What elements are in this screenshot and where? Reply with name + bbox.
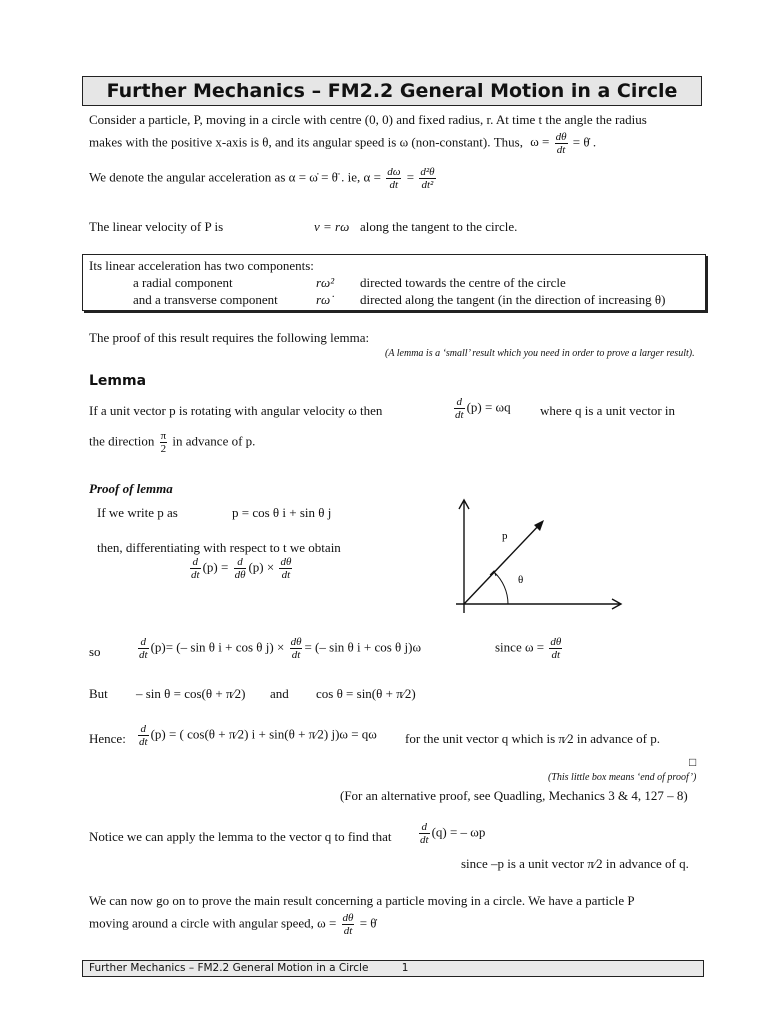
lemma-text-2: where q is a unit vector in (540, 403, 676, 418)
dtheta-dt-fraction (555, 131, 568, 156)
dtheta-dt-fraction (290, 636, 303, 661)
frac-num: dω (387, 166, 401, 178)
qed-note: (This little box means ‘end of proof’) (548, 772, 697, 783)
frac-den: dt (291, 649, 301, 661)
d-dt-fraction (190, 556, 201, 581)
proof-p-def: p = cos θ i + sin θ j (232, 505, 332, 520)
frac-num: dθ (290, 636, 302, 648)
frac-den: dt (139, 649, 148, 661)
notice-since: since –p is a unit vector π⁄2 in advance of q. (461, 856, 689, 871)
so-eq-text-2: = (– sin θ i + cos θ j)ω (304, 639, 422, 655)
velocity-formula: v = rω (314, 219, 350, 234)
d-dtheta-fraction (234, 556, 247, 581)
d2theta-dt2-fraction (419, 166, 435, 191)
frac-den: dt (420, 834, 429, 846)
theta-dot: = θ̇ . (572, 134, 597, 150)
d-dt-fraction (138, 723, 149, 748)
intro-line-2 (89, 131, 596, 156)
angle-label: θ (518, 574, 524, 586)
d-dt-fraction (454, 396, 465, 421)
intro-line-2-text: makes with the positive x-axis is θ, and its angular speed is ω (non-constant). Thus, (89, 134, 523, 150)
lemma-text-1: If a unit vector p is rotating with angular velocity ω then (89, 403, 383, 418)
page-footer (82, 960, 704, 977)
frac-num: d (138, 636, 149, 649)
since-omega (495, 636, 564, 661)
notice-text: Notice we can apply the lemma to the vector q to find that (89, 829, 392, 844)
conclusion-line-1: We can now go on to prove the main result concerning a particle moving in a circle. We have a particle P (89, 893, 635, 908)
velocity-desc: along the tangent to the circle. (360, 219, 518, 234)
frac-den: dθ (234, 569, 246, 581)
accel-row2-label: and a transverse component (133, 292, 278, 307)
frac-den: dt (343, 925, 353, 937)
domega-dt-fraction (386, 166, 401, 191)
rotation-diagram (450, 495, 630, 620)
angle-arc (494, 572, 508, 604)
accel-row1-desc: directed towards the centre of the circle (360, 275, 566, 290)
qed-box: □ (689, 755, 697, 769)
accel-row1-formula: rω² (316, 275, 335, 290)
accel-row1-label: a radial component (133, 275, 233, 290)
chain-eq-2: (p) × (248, 559, 275, 575)
accel-heading: Its linear acceleration has two components: (89, 258, 314, 273)
frac-den: dt (281, 569, 291, 581)
chain-eq: (p) = (202, 559, 229, 575)
alpha-definition: α = ω̇ = θ̈ . ie, α = (288, 169, 381, 185)
proof-write-p: If we write p as (97, 505, 178, 520)
vector-label: p (502, 530, 508, 542)
lemma-note: (A lemma is a ‘small’ result which you need in order to prove a larger result). (385, 348, 695, 359)
equals: = (406, 169, 415, 185)
page-title: Further Mechanics – FM2.2 General Motion in a Circle (82, 76, 702, 106)
frac-den: dt (139, 736, 148, 748)
alt-proof: (For an alternative proof, see Quadling, Mechanics 3 & 4, 127 – 8) (340, 788, 688, 803)
velocity-label: The linear velocity of P is (89, 219, 224, 234)
frac-den: dt (556, 144, 566, 156)
intro-line-1: Consider a particle, P, moving in a circle with centre (0, 0) and fixed radius, r. At time t the angle the radius (89, 112, 647, 127)
frac-num: dθ (342, 912, 354, 924)
frac-num: d (234, 556, 247, 569)
intro-line-3-text: We denote the angular acceleration as (89, 169, 286, 185)
accel-row2-desc: directed along the tangent (in the direction of increasing θ) (360, 292, 666, 307)
lemma-direction: the direction (89, 433, 155, 449)
lemma-advance: in advance of p. (172, 433, 256, 449)
lemma-formula-text: (p) = ωq (466, 399, 511, 415)
since-text: since ω = (495, 639, 545, 655)
frac-num: d (454, 396, 465, 409)
dtheta-dt-fraction (342, 912, 355, 937)
frac-den: dt (191, 569, 200, 581)
dtheta-dt-fraction (549, 636, 562, 661)
frac-num: d²θ (420, 166, 435, 178)
conclusion-text: moving around a circle with angular speed, (89, 915, 314, 931)
frac-den: 2 (160, 443, 167, 455)
frac-num: dθ (280, 556, 292, 568)
proof-heading: Proof of lemma (89, 481, 173, 496)
proof-diff-text: then, differentiating with respect to t we obtain (97, 540, 341, 555)
hence-label: Hence: (89, 731, 126, 746)
but-eq-2: cos θ = sin(θ + π⁄2) (316, 686, 416, 701)
chain-rule (188, 556, 294, 581)
notice-formula (417, 821, 485, 846)
hence-text: for the unit vector q which is π⁄2 in advance of p. (405, 731, 660, 746)
omega-lhs: ω = (530, 134, 550, 150)
conclusion-line-2 (89, 912, 377, 937)
but-eq-1: – sin θ = cos(θ + π⁄2) (136, 686, 246, 701)
and-label: and (270, 686, 289, 701)
footer-text: Further Mechanics – FM2.2 General Motion in a Circle (89, 962, 369, 974)
lemma-formula (452, 396, 511, 421)
so-eq-text: (p)= (– sin θ i + cos θ j) × (150, 639, 285, 655)
so-label: so (89, 644, 101, 659)
theta-dot: = θ̇ (359, 915, 377, 931)
frac-num: π (160, 430, 167, 442)
pi-over-2 (160, 430, 168, 455)
hence-equation (136, 723, 377, 748)
notice-formula-text: (q) = – ωp (431, 824, 486, 840)
page-number: 1 (401, 962, 409, 974)
frac-den: dt² (421, 179, 434, 191)
frac-den: dt (389, 179, 399, 191)
frac-num: dθ (555, 131, 567, 143)
dtheta-dt-fraction (279, 556, 292, 581)
hence-eq-text: (p) = ( cos(θ + π⁄2) i + sin(θ + π⁄2) j)ω = qω (150, 726, 377, 742)
lemma-heading: Lemma (89, 373, 147, 389)
frac-num: d (190, 556, 201, 569)
d-dt-fraction (419, 821, 430, 846)
frac-den: dt (455, 409, 464, 421)
frac-num: dθ (550, 636, 562, 648)
omega-lhs: ω = (317, 915, 337, 931)
intro-line-3 (89, 166, 438, 191)
frac-den: dt (551, 649, 561, 661)
frac-num: d (138, 723, 149, 736)
but-label: But (89, 686, 108, 701)
d-dt-fraction (138, 636, 149, 661)
lemma-text-3 (89, 430, 255, 455)
so-equation (136, 636, 421, 661)
frac-num: d (419, 821, 430, 834)
accel-row2-formula: rω̇ (316, 292, 331, 307)
proof-intro: The proof of this result requires the following lemma: (89, 330, 370, 345)
